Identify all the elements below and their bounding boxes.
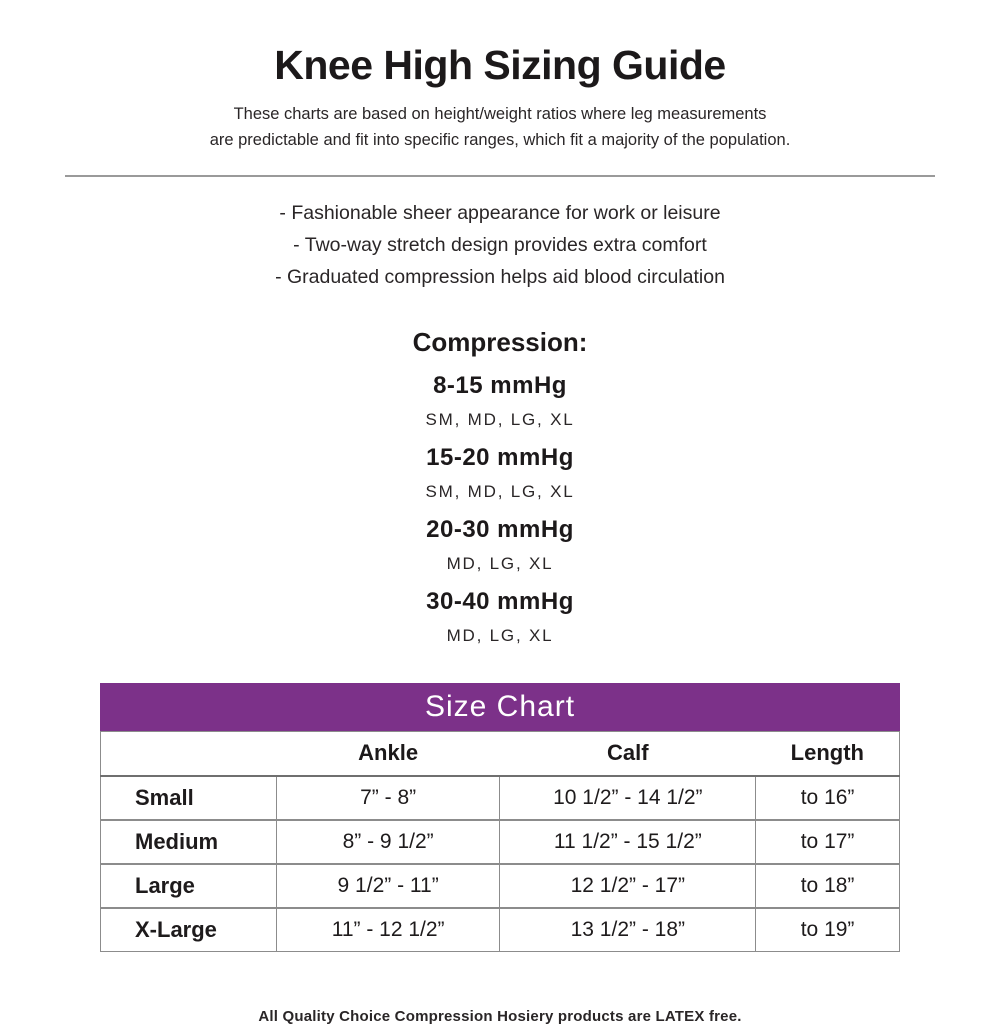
feature-item: - Two-way stretch design provides extra comfort: [293, 234, 707, 257]
cell-ankle: 7” - 8”: [276, 776, 500, 820]
size-chart: [100, 683, 900, 952]
subtitle-line-2: are predictable and fit into specific ranges, which fit a majority of the population.: [209, 130, 791, 149]
cell-length: to 18”: [756, 864, 900, 908]
feature-item: - Fashionable sheer appearance for work or leisure: [279, 202, 721, 225]
cell-ankle: 11” - 12 1/2”: [276, 908, 500, 952]
column-header-blank: [101, 732, 277, 776]
size-chart-title-bar: [100, 683, 900, 731]
cell-ankle: 9 1/2” - 11”: [276, 864, 500, 908]
cell-calf: 10 1/2” - 14 1/2”: [500, 776, 756, 820]
compression-range: 8-15 mmHg: [433, 372, 567, 400]
feature-list: [0, 198, 1000, 294]
compression-section: [0, 327, 1000, 646]
table-row: [101, 864, 900, 908]
column-header-length: Length: [756, 732, 900, 776]
table-header-row: [101, 732, 900, 776]
cell-size: Large: [101, 864, 277, 908]
cell-calf: 12 1/2” - 17”: [500, 864, 756, 908]
divider-rule: [65, 175, 935, 177]
compression-range: 15-20 mmHg: [426, 444, 574, 472]
page-subtitle: [0, 102, 1000, 153]
compression-sizes: SM, MD, LG, XL: [425, 410, 575, 430]
cell-length: to 16”: [756, 776, 900, 820]
column-header-calf: Calf: [500, 732, 756, 776]
compression-sizes: MD, LG, XL: [446, 554, 554, 574]
compression-heading: Compression:: [412, 327, 588, 358]
cell-length: to 17”: [756, 820, 900, 864]
cell-length: to 19”: [756, 908, 900, 952]
compression-sizes: MD, LG, XL: [446, 626, 554, 646]
subtitle-line-1: These charts are based on height/weight ratios where leg measurements: [233, 105, 767, 123]
page-title: Knee High Sizing Guide: [274, 42, 726, 88]
cell-size: X-Large: [101, 908, 277, 952]
cell-size: Small: [101, 776, 277, 820]
cell-size: Medium: [101, 820, 277, 864]
table-row: [101, 820, 900, 864]
feature-item: - Graduated compression helps aid blood circulation: [275, 266, 725, 289]
size-chart-table: [100, 731, 900, 952]
cell-calf: 13 1/2” - 18”: [500, 908, 756, 952]
size-chart-title: Size Chart: [424, 690, 576, 724]
footer-note: All Quality Choice Compression Hosiery products are LATEX free.: [258, 1008, 742, 1025]
table-row: [101, 908, 900, 952]
cell-ankle: 8” - 9 1/2”: [276, 820, 500, 864]
column-header-ankle: Ankle: [276, 732, 500, 776]
compression-range: 30-40 mmHg: [426, 588, 574, 616]
cell-calf: 11 1/2” - 15 1/2”: [500, 820, 756, 864]
compression-range: 20-30 mmHg: [426, 516, 574, 544]
compression-sizes: SM, MD, LG, XL: [425, 482, 575, 502]
table-row: [101, 776, 900, 820]
